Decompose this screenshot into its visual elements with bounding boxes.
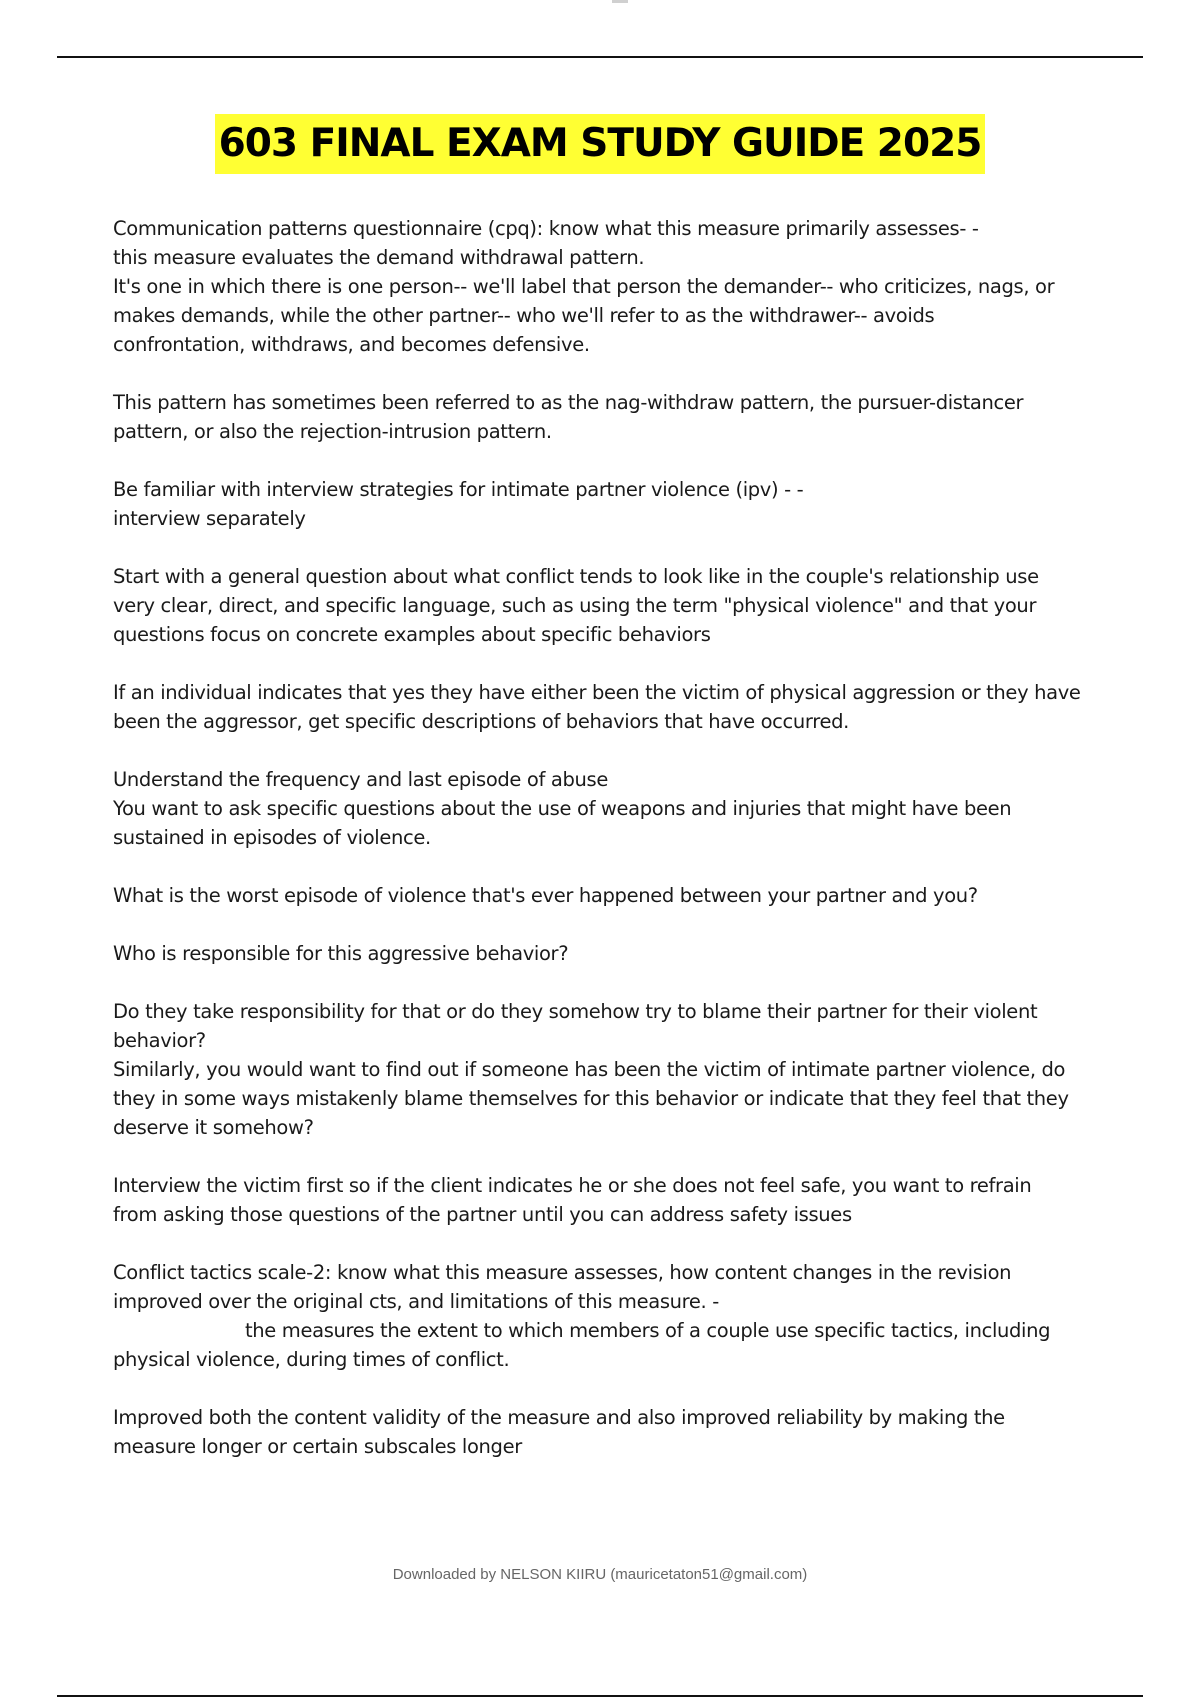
text-line: improved over the original cts, and limitations of this measure. - xyxy=(113,1290,719,1313)
text-line: interview separately xyxy=(113,507,306,530)
text-line: very clear, direct, and specific language, such as using the term "physical violence" and that your xyxy=(113,594,1037,617)
text-line: Understand the frequency and last episode of abuse xyxy=(113,768,608,791)
text-line: If an individual indicates that yes they have either been the victim of physical aggression or they have xyxy=(113,681,1081,704)
paragraph xyxy=(113,678,1113,736)
text-line: sustained in episodes of violence. xyxy=(113,826,431,849)
text-line: It's one in which there is one person-- we'll label that person the demander-- who criticizes, nags, or xyxy=(113,275,1055,298)
paragraph xyxy=(113,214,1113,359)
text-line: behavior? xyxy=(113,1029,206,1052)
text-line: Start with a general question about what conflict tends to look like in the couple's relationship use xyxy=(113,565,1039,588)
paragraph xyxy=(113,881,1113,910)
document-body xyxy=(113,214,1113,1490)
text-line: they in some ways mistakenly blame themselves for this behavior or indicate that they feel that they xyxy=(113,1087,1069,1110)
paragraph xyxy=(113,562,1113,649)
text-line: This pattern has sometimes been referred to as the nag-withdraw pattern, the pursuer-distancer xyxy=(113,391,1024,414)
text-line: Improved both the content validity of the measure and also improved reliability by making the xyxy=(113,1406,1005,1429)
text-line: been the aggressor, get specific descriptions of behaviors that have occurred. xyxy=(113,710,850,733)
paragraph xyxy=(113,997,1113,1142)
paragraph xyxy=(113,939,1113,968)
text-line: Who is responsible for this aggressive behavior? xyxy=(113,942,569,965)
text-line: Do they take responsibility for that or do they somehow try to blame their partner for their violent xyxy=(113,1000,1038,1023)
text-line: the measures the extent to which members of a couple use specific tactics, including xyxy=(245,1319,1051,1342)
paragraph xyxy=(113,475,1113,533)
text-line: What is the worst episode of violence that's ever happened between your partner and you? xyxy=(113,884,978,907)
text-line: this measure evaluates the demand withdrawal pattern. xyxy=(113,246,645,269)
text-line: deserve it somehow? xyxy=(113,1116,314,1139)
text-line: pattern, or also the rejection-intrusion pattern. xyxy=(113,420,552,443)
text-line: Interview the victim first so if the client indicates he or she does not feel safe, you want to refrain xyxy=(113,1174,1032,1197)
document-title: 603 FINAL EXAM STUDY GUIDE 2025 xyxy=(215,114,986,174)
paragraph xyxy=(113,765,1113,852)
text-line: physical violence, during times of conflict. xyxy=(113,1348,510,1371)
paragraph xyxy=(113,1403,1113,1461)
paragraph xyxy=(113,1171,1113,1229)
text-line: Conflict tactics scale-2: know what this measure assesses, how content changes in the revision xyxy=(113,1261,1012,1284)
footer-rule xyxy=(57,1695,1143,1697)
text-line: Communication patterns questionnaire (cpq): know what this measure primarily assesses- - xyxy=(113,217,979,240)
text-line: measure longer or certain subscales longer xyxy=(113,1435,522,1458)
text-line: makes demands, while the other partner-- who we'll refer to as the withdrawer-- avoids xyxy=(113,304,935,327)
header-rule xyxy=(57,56,1143,58)
download-footer: Downloaded by NELSON KIIRU (mauricetaton51@gmail.com) xyxy=(392,1566,808,1583)
text-line: questions focus on concrete examples about specific behaviors xyxy=(113,623,711,646)
text-line: Be familiar with interview strategies for intimate partner violence (ipv) - - xyxy=(113,478,804,501)
title-container xyxy=(0,114,1200,174)
text-line: Similarly, you would want to find out if someone has been the victim of intimate partner violence, do xyxy=(113,1058,1066,1081)
text-line: You want to ask specific questions about the use of weapons and injuries that might have been xyxy=(113,797,1012,820)
page-top-mark xyxy=(612,0,628,3)
paragraph xyxy=(113,1258,1113,1374)
paragraph xyxy=(113,388,1113,446)
text-line: confrontation, withdraws, and becomes defensive. xyxy=(113,333,590,356)
text-line: from asking those questions of the partner until you can address safety issues xyxy=(113,1203,852,1226)
